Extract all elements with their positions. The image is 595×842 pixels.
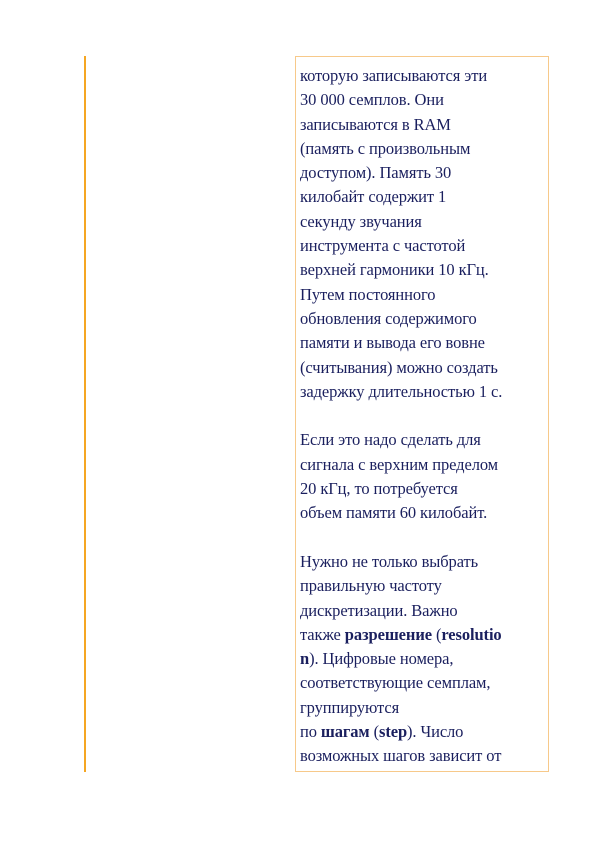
bold-term: шагам (320, 722, 370, 742)
text-run: по (300, 722, 321, 742)
text-line (300, 64, 546, 88)
text-run: Если это надо сделать для (300, 430, 481, 450)
text-run: записываются в RAM (300, 114, 451, 134)
text-run: которую записываются эти (300, 66, 488, 85)
text-line (300, 331, 546, 355)
text-line (300, 428, 546, 452)
paragraph (300, 550, 546, 769)
text-run: 20 кГц, то потребуется (300, 479, 458, 499)
text-line (300, 647, 546, 671)
text-run: ). Цифровые номера, (309, 649, 454, 669)
text-line (300, 380, 546, 404)
text-run: ( (431, 624, 442, 644)
paragraph (300, 64, 546, 404)
text-line (300, 744, 546, 768)
text-line (300, 453, 546, 477)
text-run: дискретизации. Важно (300, 600, 458, 620)
text-run: также (300, 624, 345, 644)
text-line (300, 210, 546, 234)
text-line (300, 671, 546, 695)
text-line (300, 258, 546, 282)
text-line (300, 356, 546, 380)
text-line (300, 574, 546, 598)
text-run: (память с произвольным (300, 138, 471, 158)
left-margin-rule (84, 56, 86, 772)
text-run: секунду звучания (300, 211, 422, 231)
text-run: Путем постоянного (300, 284, 436, 304)
bold-term: resolutio (441, 624, 502, 644)
text-line (300, 234, 546, 258)
text-run: группируются (300, 697, 400, 717)
text-run: Нужно не только выбрать (300, 551, 479, 571)
text-run: доступом). Память 30 (300, 163, 452, 183)
text-line (300, 501, 546, 525)
text-line (300, 550, 546, 574)
text-line (300, 477, 546, 501)
text-line (300, 283, 546, 307)
text-run: 30 000 семплов. Они (300, 90, 444, 110)
text-line (300, 161, 546, 185)
text-run: возможных шагов зависит от (300, 746, 502, 766)
text-run: верхней гармоники 10 кГц. (300, 260, 489, 280)
text-line (300, 720, 546, 744)
text-run: памяти и вывода его вовне (300, 333, 485, 353)
text-run: объем памяти 60 килобайт. (300, 503, 488, 523)
text-run: задержку длительностью 1 с. (300, 381, 503, 401)
text-line (300, 185, 546, 209)
text-run: ( (369, 722, 379, 742)
text-run: ). Число (407, 722, 464, 742)
text-run: (считывания) можно создать (300, 357, 498, 377)
text-run: обновления содержимого (300, 308, 477, 328)
text-column (300, 64, 546, 772)
text-frame (295, 56, 549, 772)
text-line (300, 623, 546, 647)
bold-term: n (300, 649, 310, 669)
bold-term: разрешение (344, 624, 432, 644)
text-run: килобайт содержит 1 (300, 187, 447, 207)
text-line (300, 88, 546, 112)
text-run: правильную частоту (300, 576, 442, 596)
paragraph (300, 428, 546, 525)
text-run: соответствующие семплам, (300, 673, 491, 693)
text-line (300, 307, 546, 331)
bold-term: step (379, 722, 408, 742)
text-line (300, 599, 546, 623)
text-run: сигнала с верхним пределом (300, 454, 499, 474)
text-run: инструмента с частотой (300, 236, 466, 256)
text-line (300, 137, 546, 161)
text-line (300, 113, 546, 137)
text-line (300, 696, 546, 720)
